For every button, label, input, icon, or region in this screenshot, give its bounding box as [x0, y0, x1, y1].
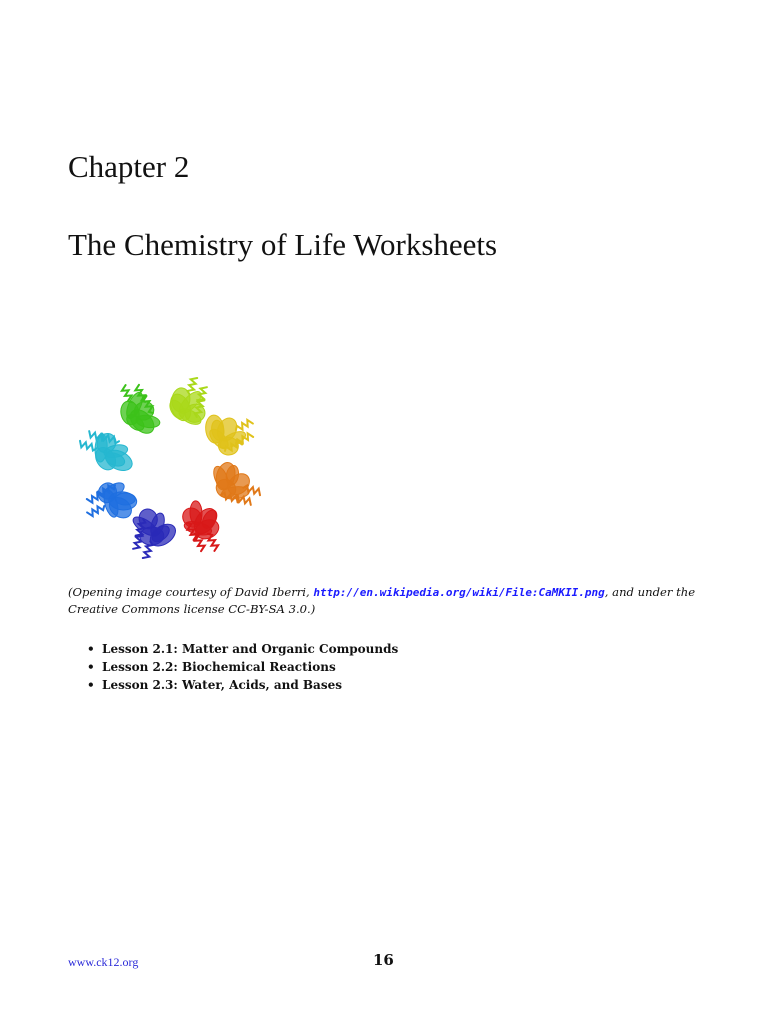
protein-subunit — [87, 480, 138, 523]
protein-subunit — [130, 507, 179, 558]
caption-link[interactable]: http://en.wikipedia.org/wiki/File:CaMKII.png — [313, 586, 605, 599]
caption-suffix: , and under the Creative Commons license CC-BY-SA 3.0.) — [68, 585, 696, 616]
lesson-item[interactable]: • Lesson 2.3: Water, Acids, and Bases — [102, 676, 398, 694]
footer-website-link[interactable]: www.ck12.org — [68, 955, 139, 969]
camkii-ring-illustration — [68, 366, 272, 570]
lesson-item[interactable]: • Lesson 2.1: Matter and Organic Compounds — [102, 640, 398, 658]
chapter-label: Chapter 2 — [68, 149, 190, 184]
image-caption — [68, 584, 718, 618]
lesson-item[interactable]: • Lesson 2.2: Biochemical Reactions — [102, 658, 398, 676]
protein-subunit — [205, 414, 254, 456]
protein-subunit — [80, 430, 135, 475]
page-number: 16 — [373, 951, 394, 969]
caption-prefix: (Opening image courtesy of David Iberri, — [68, 585, 314, 599]
protein-subunit — [119, 385, 161, 438]
chapter-title: The Chemistry of Life Worksheets — [68, 227, 498, 262]
protein-subunit — [167, 378, 207, 428]
protein-subunit — [211, 460, 260, 505]
lesson-list — [68, 640, 398, 694]
camkii-protein-image — [68, 366, 272, 570]
protein-subunit — [179, 501, 222, 552]
